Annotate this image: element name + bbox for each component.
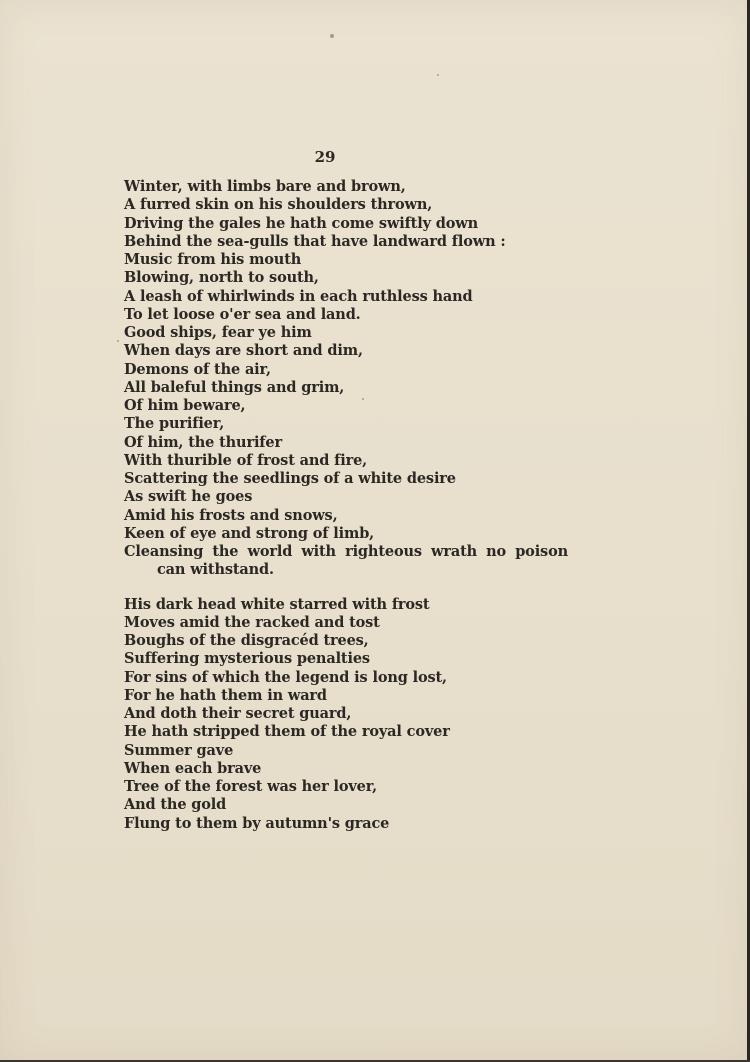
poem-line: Scattering the seedlings of a white desire <box>124 470 456 487</box>
poem-line: For he hath them in ward <box>124 686 327 704</box>
poem-line: When each brave <box>124 759 262 777</box>
poem-line: Good ships, fear ye him <box>124 324 312 341</box>
paper-speck <box>437 74 439 76</box>
poem-line: Demons of the air, <box>124 360 271 378</box>
poem-line: And the gold <box>124 796 227 814</box>
poem-line: Tree of the forest was her lover, <box>124 778 378 795</box>
poem-line: For sins of which the legend is long lost, <box>124 668 447 686</box>
poem-line: Driving the gales he hath come swiftly down <box>124 214 478 232</box>
poem-line: Blowing, north to south, <box>124 269 319 287</box>
paper-speck <box>330 34 334 38</box>
page-number: 29 <box>314 148 336 166</box>
paper-speck <box>117 340 119 342</box>
poem-line: Boughs of the disgracéd trees, <box>124 632 369 649</box>
poem-line: Of him, the thurifer <box>124 433 282 451</box>
poem-line: Suffering mysterious penalties <box>124 650 370 668</box>
poem-line: The purifier, <box>124 415 225 433</box>
poem-line-continuation: can withstand. <box>157 561 274 579</box>
poem-line: With thurible of frost and fire, <box>124 451 368 469</box>
poem-line: Behind the sea-gulls that have landward flown : <box>124 232 506 250</box>
poem-line: Moves amid the racked and tost <box>124 613 380 631</box>
poem-line: He hath stripped them of the royal cover <box>124 723 450 741</box>
poem-line: As swift he goes <box>124 488 253 506</box>
poem-line: Winter, with limbs bare and brown, <box>124 178 406 195</box>
stanza-2 <box>124 596 568 833</box>
poem-line: A leash of whirlwinds in each ruthless hand <box>124 287 473 305</box>
poem-line: To let loose o'er sea and land. <box>124 305 361 323</box>
poem-line: Of him beware, <box>124 397 246 414</box>
poem-line: Flung to them by autumn's grace <box>124 814 390 832</box>
poem-line: And doth their secret guard, <box>124 705 352 722</box>
stanza-1 <box>124 178 568 580</box>
poem-line: Amid his frosts and snows, <box>124 506 338 524</box>
poem-line: All baleful things and grim, <box>124 378 345 396</box>
poem-line: Summer gave <box>124 741 234 759</box>
poem-line: When days are short and dim, <box>124 342 363 360</box>
poem-line: His dark head white starred with frost <box>124 595 430 613</box>
poem-line: Keen of eye and strong of limb, <box>124 524 375 542</box>
poem-line: Cleansing the world with righteous wrath no poison <box>124 543 568 560</box>
poem-text <box>124 178 568 833</box>
poem-line: Music from his mouth <box>124 251 302 268</box>
poem-line: A furred skin on his shoulders thrown, <box>124 196 433 214</box>
